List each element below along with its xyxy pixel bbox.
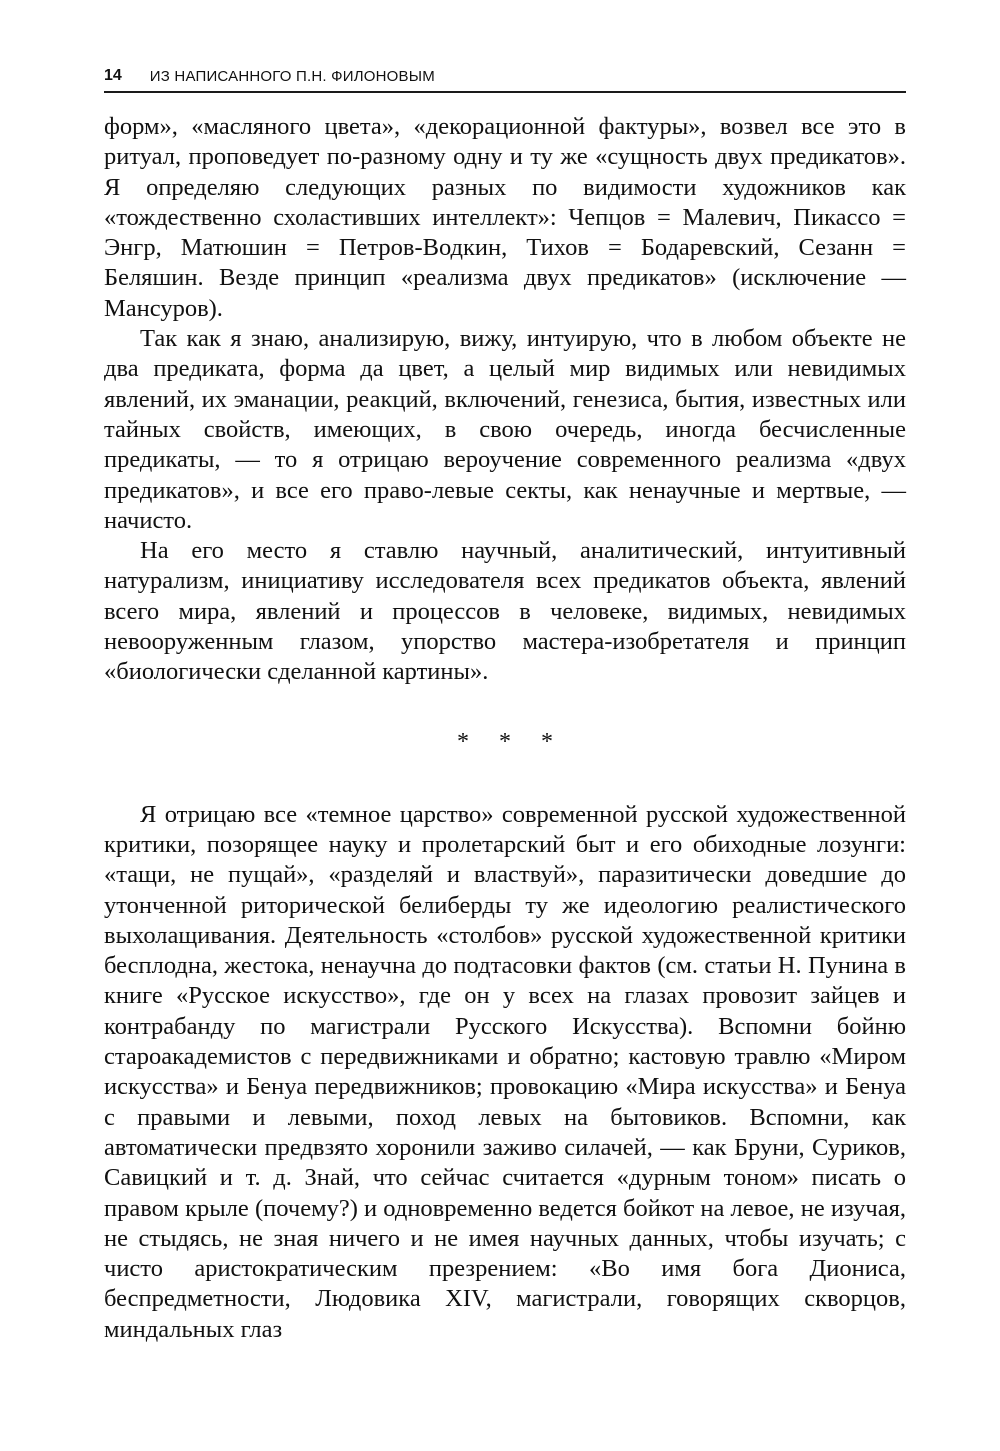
paragraph-4: Я отрицаю все «темное царство» современной русской художественной критики, позорящее науку и пролетарский быт и его обиходные лозунги: «тащи, не пущай», «разделяй и властвуй», паразитически доведшие до утонченной риторической белиберды ту же идеологию реалистического выхолащивания. Деятельность «столбов» русской художественной критики бесплодна, жестока, ненаучна до подтасовки фактов (см. статьи Н. Пунина в книге «Русское искусство», где он у всех на глазах провозит зайцев и контрабанду по магистрали Русского Искусства). Вспомни бойню староакадемистов с передвижниками и обратно; кастовую травлю «Миром искусства» и Бенуа передвижников; провокацию «Мира искусства» и Бенуа с правыми и левыми, поход левых на бытовиков. Вспомни, как автоматически предвзято хоронили заживо силачей, — как Бруни, Суриков, Савицкий и т. д. Знай, что сейчас считается «дурным тоном» писать о правом крыле (почему?) и одновременно ведется бойкот на левое, не изучая, не стыдясь, не зная ничего и не имея научных данных, чтобы изучать; с чисто аристократическим презрением: «Во имя бога Диониса, беспредметности, Людовика XIV, магистрали, говорящих скворцов, миндальных глаз [104, 800, 906, 1343]
paragraph-3: На его место я ставлю научный, аналитический, интуитивный натурализм, инициативу исследователя всех предикатов объекта, явлений всего мира, явлений и процессов в человеке, видимых, невидимых невооруженным глазом, упорство мастера-изобретателя и принцип «биологически сделанной картины». [104, 537, 906, 686]
running-title: ИЗ НАПИСАННОГО П.Н. ФИЛОНОВЫМ [149, 67, 435, 85]
page-number: 14 [104, 67, 122, 84]
paragraph-2: Так как я знаю, анализирую, вижу, интуирую, что в любом объекте не два предиката, форма да цвет, а целый мир видимых или невидимых явлений, их эманации, реакций, включений, генезиса, бытия, известных или тайных свойств, имеющих, в свою очередь, иногда бесчисленные предикаты, — то я отрицаю вероучение современного реализма «двух предикатов», и все его право-левые секты, как ненаучные и мертвые, — начисто. [104, 325, 906, 534]
body-text [104, 112, 906, 1345]
running-head [104, 61, 906, 93]
paragraph-1: форм», «масляного цвета», «декорационной фактуры», возвел все это в ритуал, проповедует по-разному одну и ту же «сущность двух предикатов». Я определяю следующих разных по видимости художников как «тождественно схоластивших интеллект»: Чепцов = Малевич, Пикассо = Энгр, Матюшин = Петров-Водкин, Тихов = Бодаревский, Сезанн = Беляшин. Везде принцип «реализма двух предикатов» (исключение — Мансуров). [104, 113, 906, 322]
section-separator: * * * [457, 728, 565, 755]
